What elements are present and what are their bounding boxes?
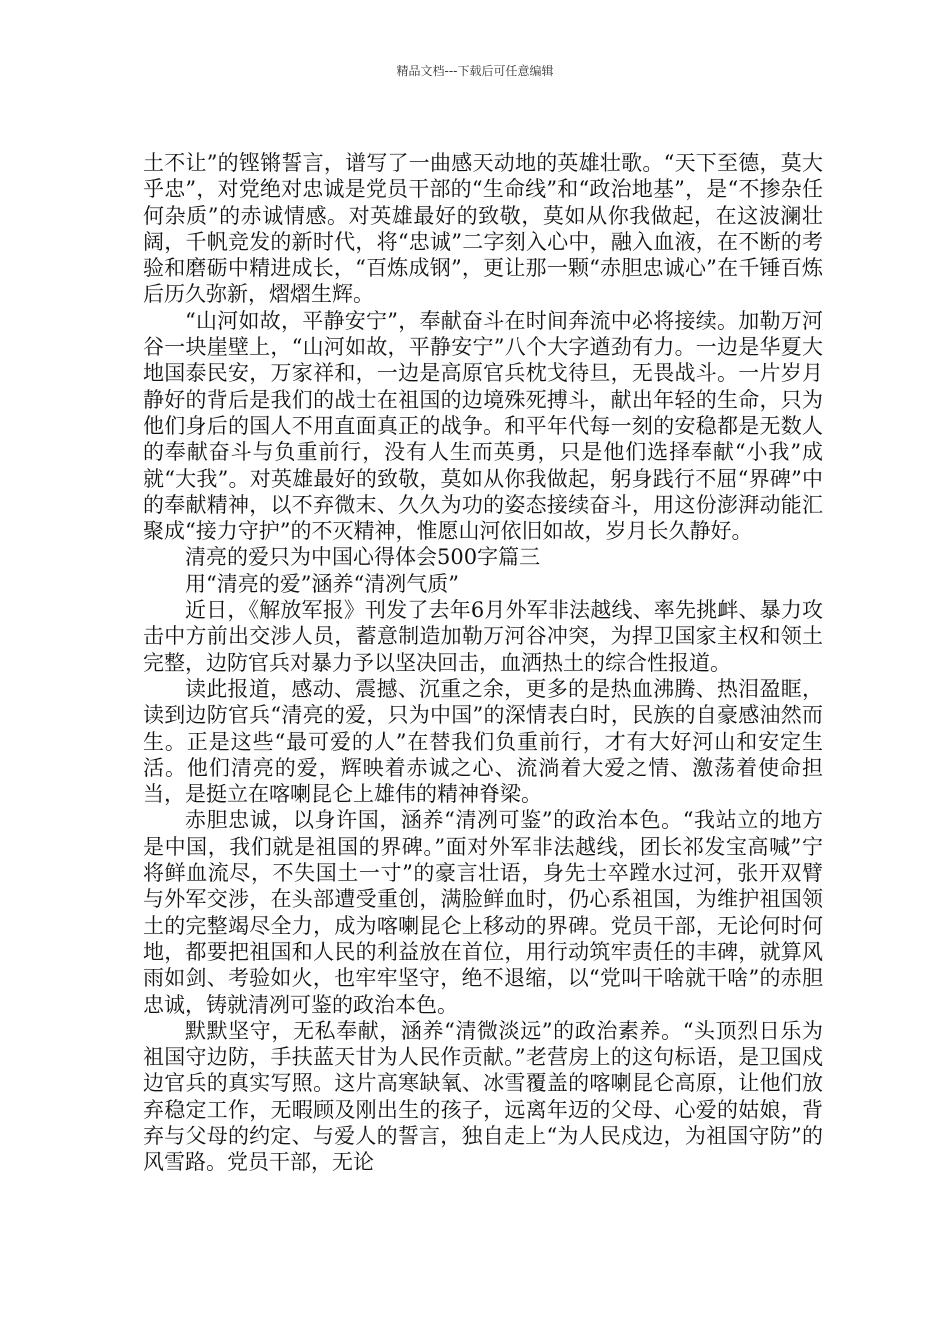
paragraph-2: “山河如故，平静安宁”，奉献奋斗在时间奔流中必将接续。加勒万河谷一块崖壁上，“山河如故，平静安宁”八个大字遒劲有力。一边是华夏大地国泰民安，万家祥和，一边是高原官兵枕戈待旦，无畏战斗。一片岁月静好的背后是我们的战士在祖国的边境殊死搏斗，献出年轻的生命，只为他们身后的国人不用直面真正的战争。和平年代每一刻的安稳都是无数人的奉献奋斗与负重前行，没有人生而英勇，只是他们选择奉献“小我”成就“大我”。对英雄最好的致敬，莫如从你我做起，躬身践行不屈“界碑”中的奉献精神，以不弃微末、久久为功的姿态接续奋斗，用这份澎湃动能汇聚成“接力守护”的不灭精神，惟愿山河依旧如故，岁月长久静好。: [143, 308, 823, 544]
paragraph-6: 默默坚守，无私奉献，涵养“清微淡远”的政治素养。“头顶烈日乐为祖国守边防，手扶蓝天甘为人民作贡献。”老营房上的这句标语，是卫国戍边官兵的真实写照。这片高寒缺氧、冰雪覆盖的喀喇昆仑高原，让他们放弃稳定工作，无暇顾及刚出生的孩子，远离年迈的父母、心爱的姑娘，背弃与父母的约定、与爱人的誓言，独自走上“为人民戍边，为祖国守防”的风雪路。党员干部，无论: [143, 1018, 823, 1175]
paragraph-1: 土不让”的铿锵誓言，谱写了一曲感天动地的英雄壮歌。“天下至德，莫大乎忠”，对党绝对忠诚是党员干部的“生命线”和“政治地基”，是“不掺杂任何杂质”的赤诚情感。对英雄最好的致敬，莫如从你我做起，在这波澜壮阔，千帆竞发的新时代，将“忠诚”二字刻入心中，融入血液，在不断的考验和磨砺中精进成长，“百炼成钢”，更让那一颗“赤胆忠诚心”在千锤百炼后历久弥新，熠熠生辉。: [143, 151, 823, 307]
paragraph-5: 赤胆忠诚，以身许国，涵养“清冽可鉴”的政治本色。“我站立的地方是中国，我们就是祖国的界碑。”面对外军非法越线，团长祁发宝高喊”宁将鲜血流尽，不失国土一寸”的豪言壮语，身先士卒蹚水过河，张开双臂与外军交涉，在头部遭受重创，满脸鲜血时，仍心系祖国，为维护祖国领土的完整竭尽全力，成为喀喇昆仑上移动的界碑。党员干部，无论何时何地，都要把祖国和人民的利益放在首位，用行动筑牢责任的丰碑，就算风雨如剑、考验如火，也牢牢坚守，绝不退缩，以“党叫干啥就干啥”的赤胆忠诚，铸就清冽可鉴的政治本色。: [143, 808, 823, 1017]
paragraph-3: 近日，《解放军报》刊发了去年6月外军非法越线、率先挑衅、暴力攻击中方前出交涉人员，蓄意制造加勒万河谷冲突，为捍卫国家主权和领土完整，边防官兵对暴力予以坚决回击，血洒热土的综合性报道。: [143, 598, 823, 675]
section-title: 清亮的爱只为中国心得体会500字篇三: [185, 545, 541, 570]
page-header: 精品文档---下载后可任意编辑: [396, 64, 554, 78]
paragraph-4: 读此报道，感动、震撼、沉重之余，更多的是热血沸腾、热泪盈眶，读到边防官兵“清亮的爱，只为中国”的深情表白时，民族的自豪感油然而生。正是这些“最可爱的人”在替我们负重前行，才有大好河山和安定生活。他们清亮的爱，辉映着赤诚之心、流淌着大爱之情、激荡着使命担当，是挺立在喀喇昆仑上雄伟的精神脊梁。: [143, 676, 823, 807]
document-body: [143, 150, 823, 1176]
article-title: 用“清亮的爱”涵养“清冽气质”: [185, 571, 459, 596]
